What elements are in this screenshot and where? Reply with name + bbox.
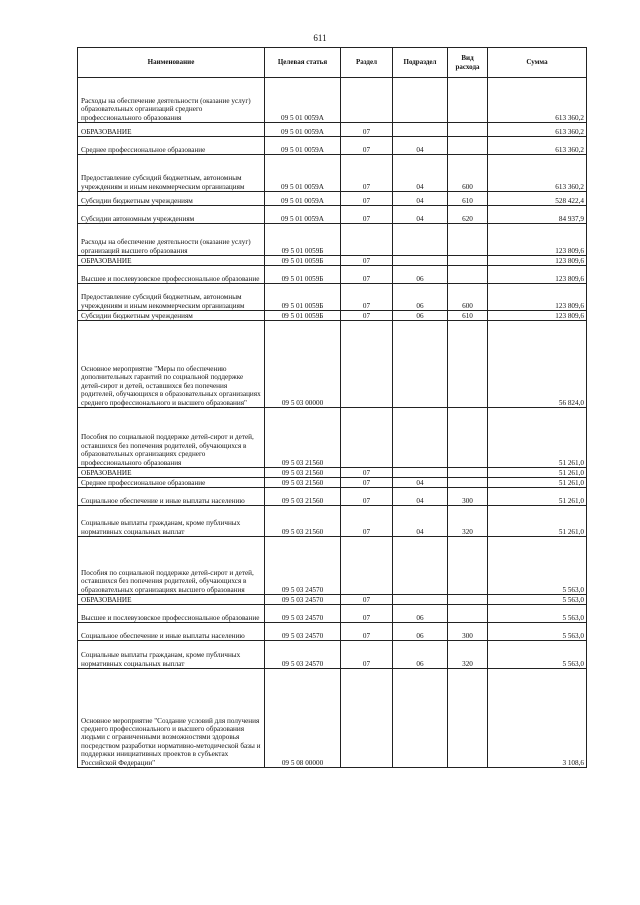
row-name: Среднее профессиональное образование <box>78 478 265 488</box>
row-expense-type: 610 <box>448 311 488 321</box>
row-section: 07 <box>341 623 393 641</box>
row-sum: 123 809,6 <box>488 256 587 266</box>
table-row <box>78 669 587 768</box>
row-sum: 51 261,0 <box>488 488 587 506</box>
table-row <box>78 321 587 408</box>
row-expense-type: 320 <box>448 641 488 669</box>
row-name: Высшее и послевузовское профессиональное образование <box>78 266 265 284</box>
row-sum: 56 824,0 <box>488 321 587 408</box>
row-expense-type: 610 <box>448 192 488 206</box>
table-row <box>78 641 587 669</box>
row-section: 07 <box>341 206 393 224</box>
row-target: 09 5 03 21560 <box>265 478 341 488</box>
row-target: 09 5 03 24570 <box>265 537 341 595</box>
row-subsection: 04 <box>393 206 448 224</box>
header-name: Наименование <box>78 48 265 78</box>
row-sum: 51 261,0 <box>488 468 587 478</box>
row-sum: 5 563,0 <box>488 605 587 623</box>
row-section <box>341 321 393 408</box>
row-subsection: 04 <box>393 506 448 537</box>
table-row <box>78 256 587 266</box>
row-target: 09 5 01 0059А <box>265 155 341 192</box>
row-expense-type <box>448 224 488 256</box>
row-sum: 51 261,0 <box>488 478 587 488</box>
row-subsection: 06 <box>393 641 448 669</box>
row-section: 07 <box>341 468 393 478</box>
row-name: Основное мероприятие "Меры по обеспечению дополнительных гарантий по социальной поддержке детей-сирот и детей, оставшихся без попечения родителей, обучающихся в образовательных организациях среднего профессионального и высшего образования" <box>78 321 265 408</box>
table-row <box>78 478 587 488</box>
row-section: 07 <box>341 311 393 321</box>
row-subsection: 06 <box>393 605 448 623</box>
row-section: 07 <box>341 641 393 669</box>
row-target: 09 5 03 24570 <box>265 605 341 623</box>
row-name: Предоставление субсидий бюджетным, автономным учреждениям и иным некоммерческим организациям <box>78 284 265 311</box>
table-row <box>78 468 587 478</box>
row-target: 09 5 01 0059А <box>265 192 341 206</box>
row-target: 09 5 03 21560 <box>265 468 341 478</box>
table-row <box>78 537 587 595</box>
row-subsection: 04 <box>393 488 448 506</box>
row-name: Среднее профессиональное образование <box>78 137 265 155</box>
row-sum: 51 261,0 <box>488 506 587 537</box>
table-row <box>78 123 587 137</box>
row-name: Субсидии автономным учреждениям <box>78 206 265 224</box>
row-name: ОБРАЗОВАНИЕ <box>78 595 265 605</box>
row-target: 09 5 01 0059Б <box>265 266 341 284</box>
row-target: 09 5 01 0059Б <box>265 284 341 311</box>
table-row <box>78 595 587 605</box>
row-expense-type <box>448 605 488 623</box>
row-target: 09 5 01 0059А <box>265 123 341 137</box>
row-sum: 613 360,2 <box>488 137 587 155</box>
row-target: 09 5 01 0059Б <box>265 256 341 266</box>
row-subsection <box>393 321 448 408</box>
header-subsection: Подраздел <box>393 48 448 78</box>
row-expense-type <box>448 669 488 768</box>
row-expense-type <box>448 478 488 488</box>
row-target: 09 5 01 0059Б <box>265 224 341 256</box>
row-expense-type: 300 <box>448 623 488 641</box>
row-section: 07 <box>341 123 393 137</box>
row-name: ОБРАЗОВАНИЕ <box>78 468 265 478</box>
row-expense-type: 320 <box>448 506 488 537</box>
row-sum: 51 261,0 <box>488 408 587 468</box>
header-section: Раздел <box>341 48 393 78</box>
row-target: 09 5 03 24570 <box>265 623 341 641</box>
row-target: 09 5 03 00000 <box>265 321 341 408</box>
row-section: 07 <box>341 488 393 506</box>
row-subsection <box>393 595 448 605</box>
row-sum: 123 809,6 <box>488 284 587 311</box>
row-sum: 613 360,2 <box>488 155 587 192</box>
row-name: Расходы на обеспечение деятельности (оказание услуг) организаций высшего образования <box>78 224 265 256</box>
row-expense-type <box>448 266 488 284</box>
row-target: 09 5 01 0059А <box>265 78 341 123</box>
row-expense-type: 620 <box>448 206 488 224</box>
row-sum: 613 360,2 <box>488 123 587 137</box>
row-target: 09 5 01 0059А <box>265 206 341 224</box>
row-name: ОБРАЗОВАНИЕ <box>78 123 265 137</box>
row-section <box>341 78 393 123</box>
row-expense-type <box>448 321 488 408</box>
row-subsection <box>393 256 448 266</box>
row-target: 09 5 03 21560 <box>265 488 341 506</box>
row-name: Субсидии бюджетным учреждениям <box>78 192 265 206</box>
row-expense-type <box>448 123 488 137</box>
table-row <box>78 155 587 192</box>
row-subsection: 06 <box>393 284 448 311</box>
row-target: 09 5 01 0059А <box>265 137 341 155</box>
row-name: Пособия по социальной поддержке детей-сирот и детей, оставшихся без попечения родителей, обучающихся в образовательных организациях высшего образования <box>78 537 265 595</box>
row-name: Социальные выплаты гражданам, кроме публичных нормативных социальных выплат <box>78 506 265 537</box>
row-expense-type: 600 <box>448 284 488 311</box>
row-sum: 123 809,6 <box>488 224 587 256</box>
row-target: 09 5 03 24570 <box>265 595 341 605</box>
table-row <box>78 408 587 468</box>
row-name: ОБРАЗОВАНИЕ <box>78 256 265 266</box>
row-subsection <box>393 78 448 123</box>
row-sum: 123 809,6 <box>488 311 587 321</box>
row-section: 07 <box>341 137 393 155</box>
table-row <box>78 137 587 155</box>
row-name: Социальное обеспечение и иные выплаты населению <box>78 488 265 506</box>
budget-table <box>77 47 587 768</box>
row-expense-type <box>448 537 488 595</box>
row-name: Пособия по социальной поддержке детей-сирот и детей, оставшихся без попечения родителей, обучающихся в образовательных организациях среднего профессионального образования <box>78 408 265 468</box>
row-sum: 5 563,0 <box>488 595 587 605</box>
row-subsection <box>393 123 448 137</box>
row-section <box>341 669 393 768</box>
table-row <box>78 506 587 537</box>
row-subsection: 06 <box>393 623 448 641</box>
row-section: 07 <box>341 506 393 537</box>
row-sum: 5 563,0 <box>488 641 587 669</box>
row-section: 07 <box>341 595 393 605</box>
table-row <box>78 224 587 256</box>
row-subsection <box>393 669 448 768</box>
row-name: Субсидии бюджетным учреждениям <box>78 311 265 321</box>
row-sum: 123 809,6 <box>488 266 587 284</box>
row-name: Основное мероприятие "Создание условий для получения среднего профессионального и высшего образования людьми с ограниченными возможностями здоровья посредством разработки нормативно-методической базы и поддержки инициативных проектов в субъектах Российской Федерации" <box>78 669 265 768</box>
row-target: 09 5 03 21560 <box>265 408 341 468</box>
table-row <box>78 623 587 641</box>
row-target: 09 5 01 0059Б <box>265 311 341 321</box>
row-name: Социальное обеспечение и иные выплаты населению <box>78 623 265 641</box>
row-subsection: 06 <box>393 311 448 321</box>
header-row <box>78 48 587 78</box>
table-row <box>78 266 587 284</box>
row-expense-type <box>448 137 488 155</box>
row-sum: 613 360,2 <box>488 78 587 123</box>
row-subsection <box>393 537 448 595</box>
row-expense-type <box>448 468 488 478</box>
table-row <box>78 311 587 321</box>
row-sum: 5 563,0 <box>488 537 587 595</box>
row-name: Социальные выплаты гражданам, кроме публичных нормативных социальных выплат <box>78 641 265 669</box>
row-target: 09 5 03 21560 <box>265 506 341 537</box>
table-row <box>78 192 587 206</box>
row-name: Расходы на обеспечение деятельности (оказание услуг) образовательных организаций среднего профессионального образования <box>78 78 265 123</box>
page-number: 611 <box>313 33 327 43</box>
row-section: 07 <box>341 284 393 311</box>
row-subsection <box>393 408 448 468</box>
row-expense-type: 600 <box>448 155 488 192</box>
row-expense-type <box>448 408 488 468</box>
row-section: 07 <box>341 155 393 192</box>
row-subsection <box>393 224 448 256</box>
table-row <box>78 488 587 506</box>
row-target: 09 5 08 00000 <box>265 669 341 768</box>
row-expense-type <box>448 78 488 123</box>
row-name: Высшее и послевузовское профессиональное образование <box>78 605 265 623</box>
row-subsection: 04 <box>393 155 448 192</box>
table-row <box>78 605 587 623</box>
row-target: 09 5 03 24570 <box>265 641 341 669</box>
table-row <box>78 78 587 123</box>
row-section <box>341 537 393 595</box>
header-target: Целевая статья <box>265 48 341 78</box>
row-section: 07 <box>341 256 393 266</box>
row-section: 07 <box>341 266 393 284</box>
table-row <box>78 284 587 311</box>
row-subsection: 04 <box>393 478 448 488</box>
row-sum: 528 422,4 <box>488 192 587 206</box>
row-section: 07 <box>341 192 393 206</box>
row-sum: 84 937,9 <box>488 206 587 224</box>
row-sum: 3 108,6 <box>488 669 587 768</box>
row-expense-type <box>448 595 488 605</box>
row-sum: 5 563,0 <box>488 623 587 641</box>
row-subsection <box>393 468 448 478</box>
row-subsection: 04 <box>393 192 448 206</box>
row-section <box>341 224 393 256</box>
row-section: 07 <box>341 478 393 488</box>
row-name: Предоставление субсидий бюджетным, автономным учреждениям и иным некоммерческим организациям <box>78 155 265 192</box>
row-section <box>341 408 393 468</box>
table-row <box>78 206 587 224</box>
row-expense-type <box>448 256 488 266</box>
row-subsection: 04 <box>393 137 448 155</box>
row-section: 07 <box>341 605 393 623</box>
header-sum: Сумма <box>488 48 587 78</box>
row-expense-type: 300 <box>448 488 488 506</box>
header-expense-type: Вид расхода <box>448 48 488 78</box>
row-subsection: 06 <box>393 266 448 284</box>
